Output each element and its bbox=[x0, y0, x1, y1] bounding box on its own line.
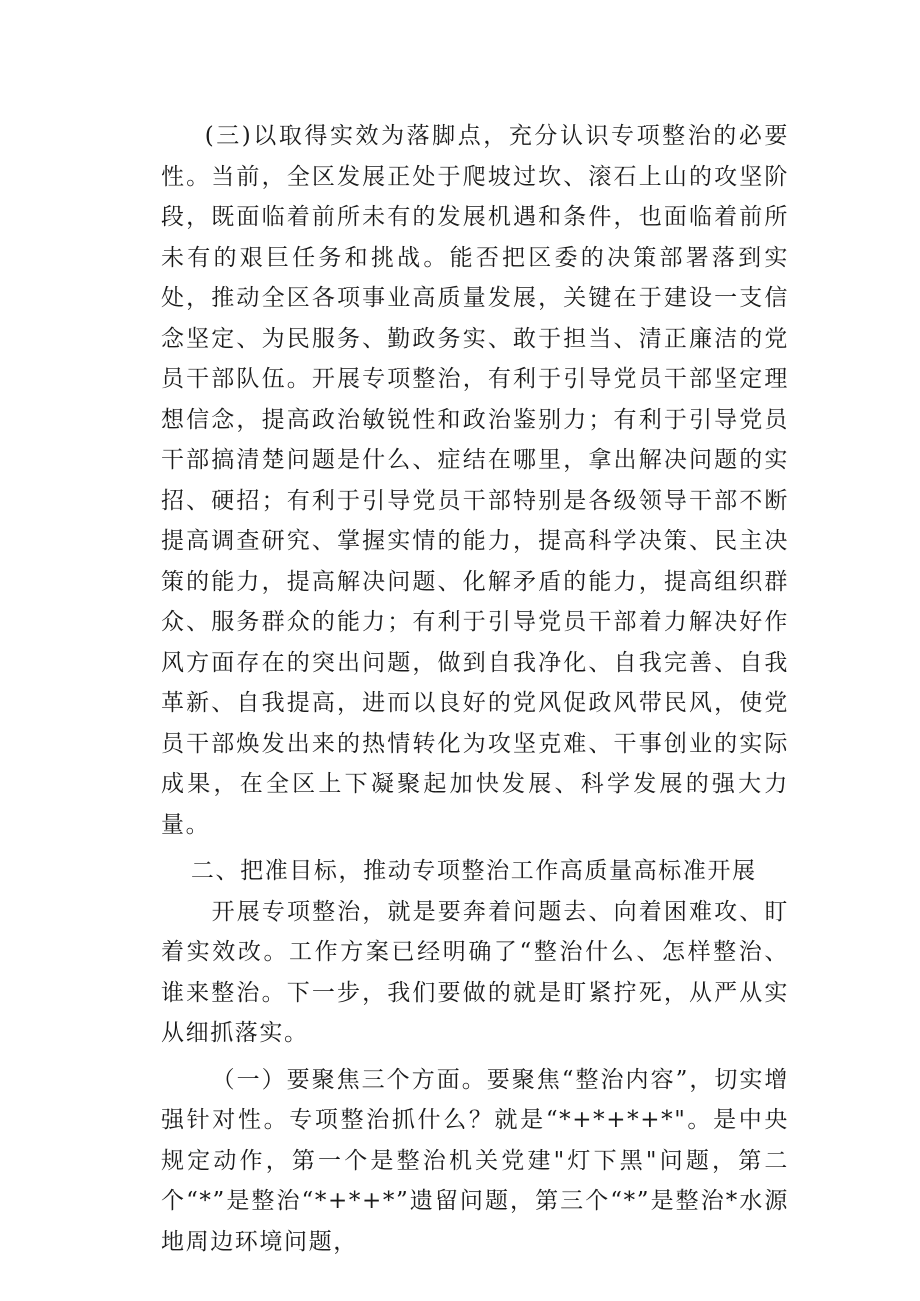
paragraph-section-three: (三)以取得实效为落脚点，充分认识专项整治的必要性。当前，全区发展正处于爬坡过坎、滚石上山的攻坚阶段，既面临着前所未有的发展机遇和条件，也面临着前所未有的艰巨任务和挑战。能否把区委的决策部署落到实处，推动全区各项事业高质量发展，关键在于建设一支信念坚定、为民服务、勤政务实、敢于担当、清正廉洁的党员干部队伍。开展专项整治，有利于引导党员干部坚定理想信念，提高政治敏锐性和政治鉴别力；有利于引导党员干部搞清楚问题是什么、症结在哪里，拿出解决问题的实招、硬招；有利于引导党员干部特别是各级领导干部不断提高调查研究、掌握实情的能力，提高科学决策、民主决策的能力，提高解决问题、化解矛盾的能力，提高组织群众、服务群众的能力；有利于引导党员干部着力解决好作风方面存在的突出问题，做到自我净化、自我完善、自我革新、自我提高，进而以良好的党风促政风带民风，使党员干部焕发出来的热情转化为攻坚克难、干事创业的实际成果，在全区上下凝聚起加快发展、科学发展的强大力量。 bbox=[161, 123, 789, 838]
section-heading-two: 二、把准目标，推动专项整治工作高质量高标准开展 bbox=[190, 858, 757, 884]
paragraph-subsection-one: （一）要聚焦三个方面。要聚焦“整治内容”，切实增强针对性。专项整治抓什么？就是“*+*+*+*"。是中央规定动作，第一个是整治机关党建"灯下黑"问题，第二个“*”是整治“*+*+*”遗留问题，第三个“*”是整治*水源地周边环境问题， bbox=[161, 1066, 789, 1255]
paragraph-section-two-intro: 开展专项整治，就是要奔着问题去、向着困难攻、盯着实效改。工作方案已经明确了“整治什么、怎样整治、谁来整治。下一步，我们要做的就是盯紧拧死，从严从实从细抓落实。 bbox=[161, 898, 789, 1046]
document-body bbox=[161, 116, 789, 1262]
